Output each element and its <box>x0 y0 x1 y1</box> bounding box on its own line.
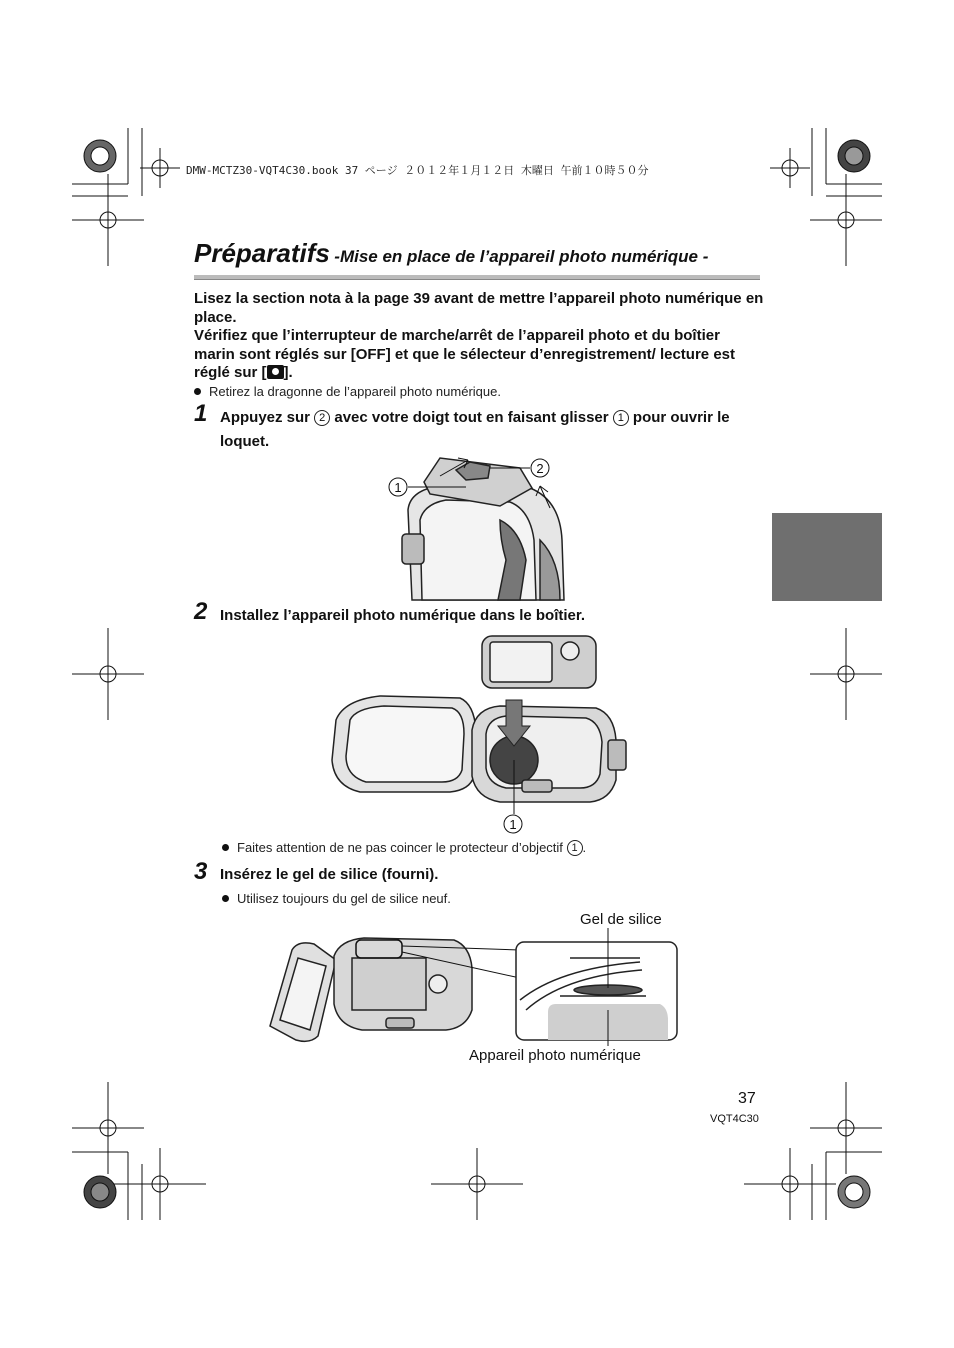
file-header-line: DMW-MCTZ30-VQT4C30.book 37 ページ ２０１２年１月１２日 木曜日 午前１０時５０分 <box>186 164 649 177</box>
model-code: VQT4C30 <box>710 1113 759 1125</box>
title-main: Préparatifs <box>194 238 330 268</box>
fig1-callout-2: 2 <box>536 461 544 476</box>
fig1-callout-1: 1 <box>394 480 402 495</box>
step-2-text: Installez l’appareil photo numérique dans le boîtier. <box>220 607 586 624</box>
step-1-text: Appuyez sur 2 avec votre doigt tout en faisant glisser 1 pour ouvrir le loquet. <box>220 409 730 450</box>
step-2-number: 2 <box>194 598 208 625</box>
step-2-bullet: Faites attention de ne pas coincer le protecteur d’objectif 1 . <box>222 840 586 856</box>
label-silica-gel: Gel de silice <box>580 911 662 928</box>
ref-circle: 2 <box>314 410 330 426</box>
step-3-number: 3 <box>194 858 208 885</box>
ref-circle: 1 <box>567 840 583 856</box>
intro-check: Vérifiez que l’interrupteur de marche/arrêt de l’appareil photo et du boîtier marin sont réglés sur [OFF] et que le sélecteur d’enregistrement/ lecture est réglé sur [ ]. <box>194 327 735 381</box>
intro-note: Lisez la section nota à la page 39 avant de mettre l’appareil photo numérique en place. <box>194 290 764 326</box>
fig2-callout-1: 1 <box>509 817 517 832</box>
intro-bullet: Retirez la dragonne de l’appareil photo numérique. <box>194 384 501 400</box>
step-1-number: 1 <box>194 400 208 427</box>
title-subtitle: -Mise en place de l’appareil photo numérique - <box>334 247 709 266</box>
step-3-bullet: Utilisez toujours du gel de silice neuf. <box>222 891 451 907</box>
step-3-text: Insérez le gel de silice (fourni). <box>220 866 439 883</box>
ref-circle: 1 <box>613 410 629 426</box>
label-camera: Appareil photo numérique <box>469 1047 641 1064</box>
page-number: 37 <box>738 1090 756 1107</box>
